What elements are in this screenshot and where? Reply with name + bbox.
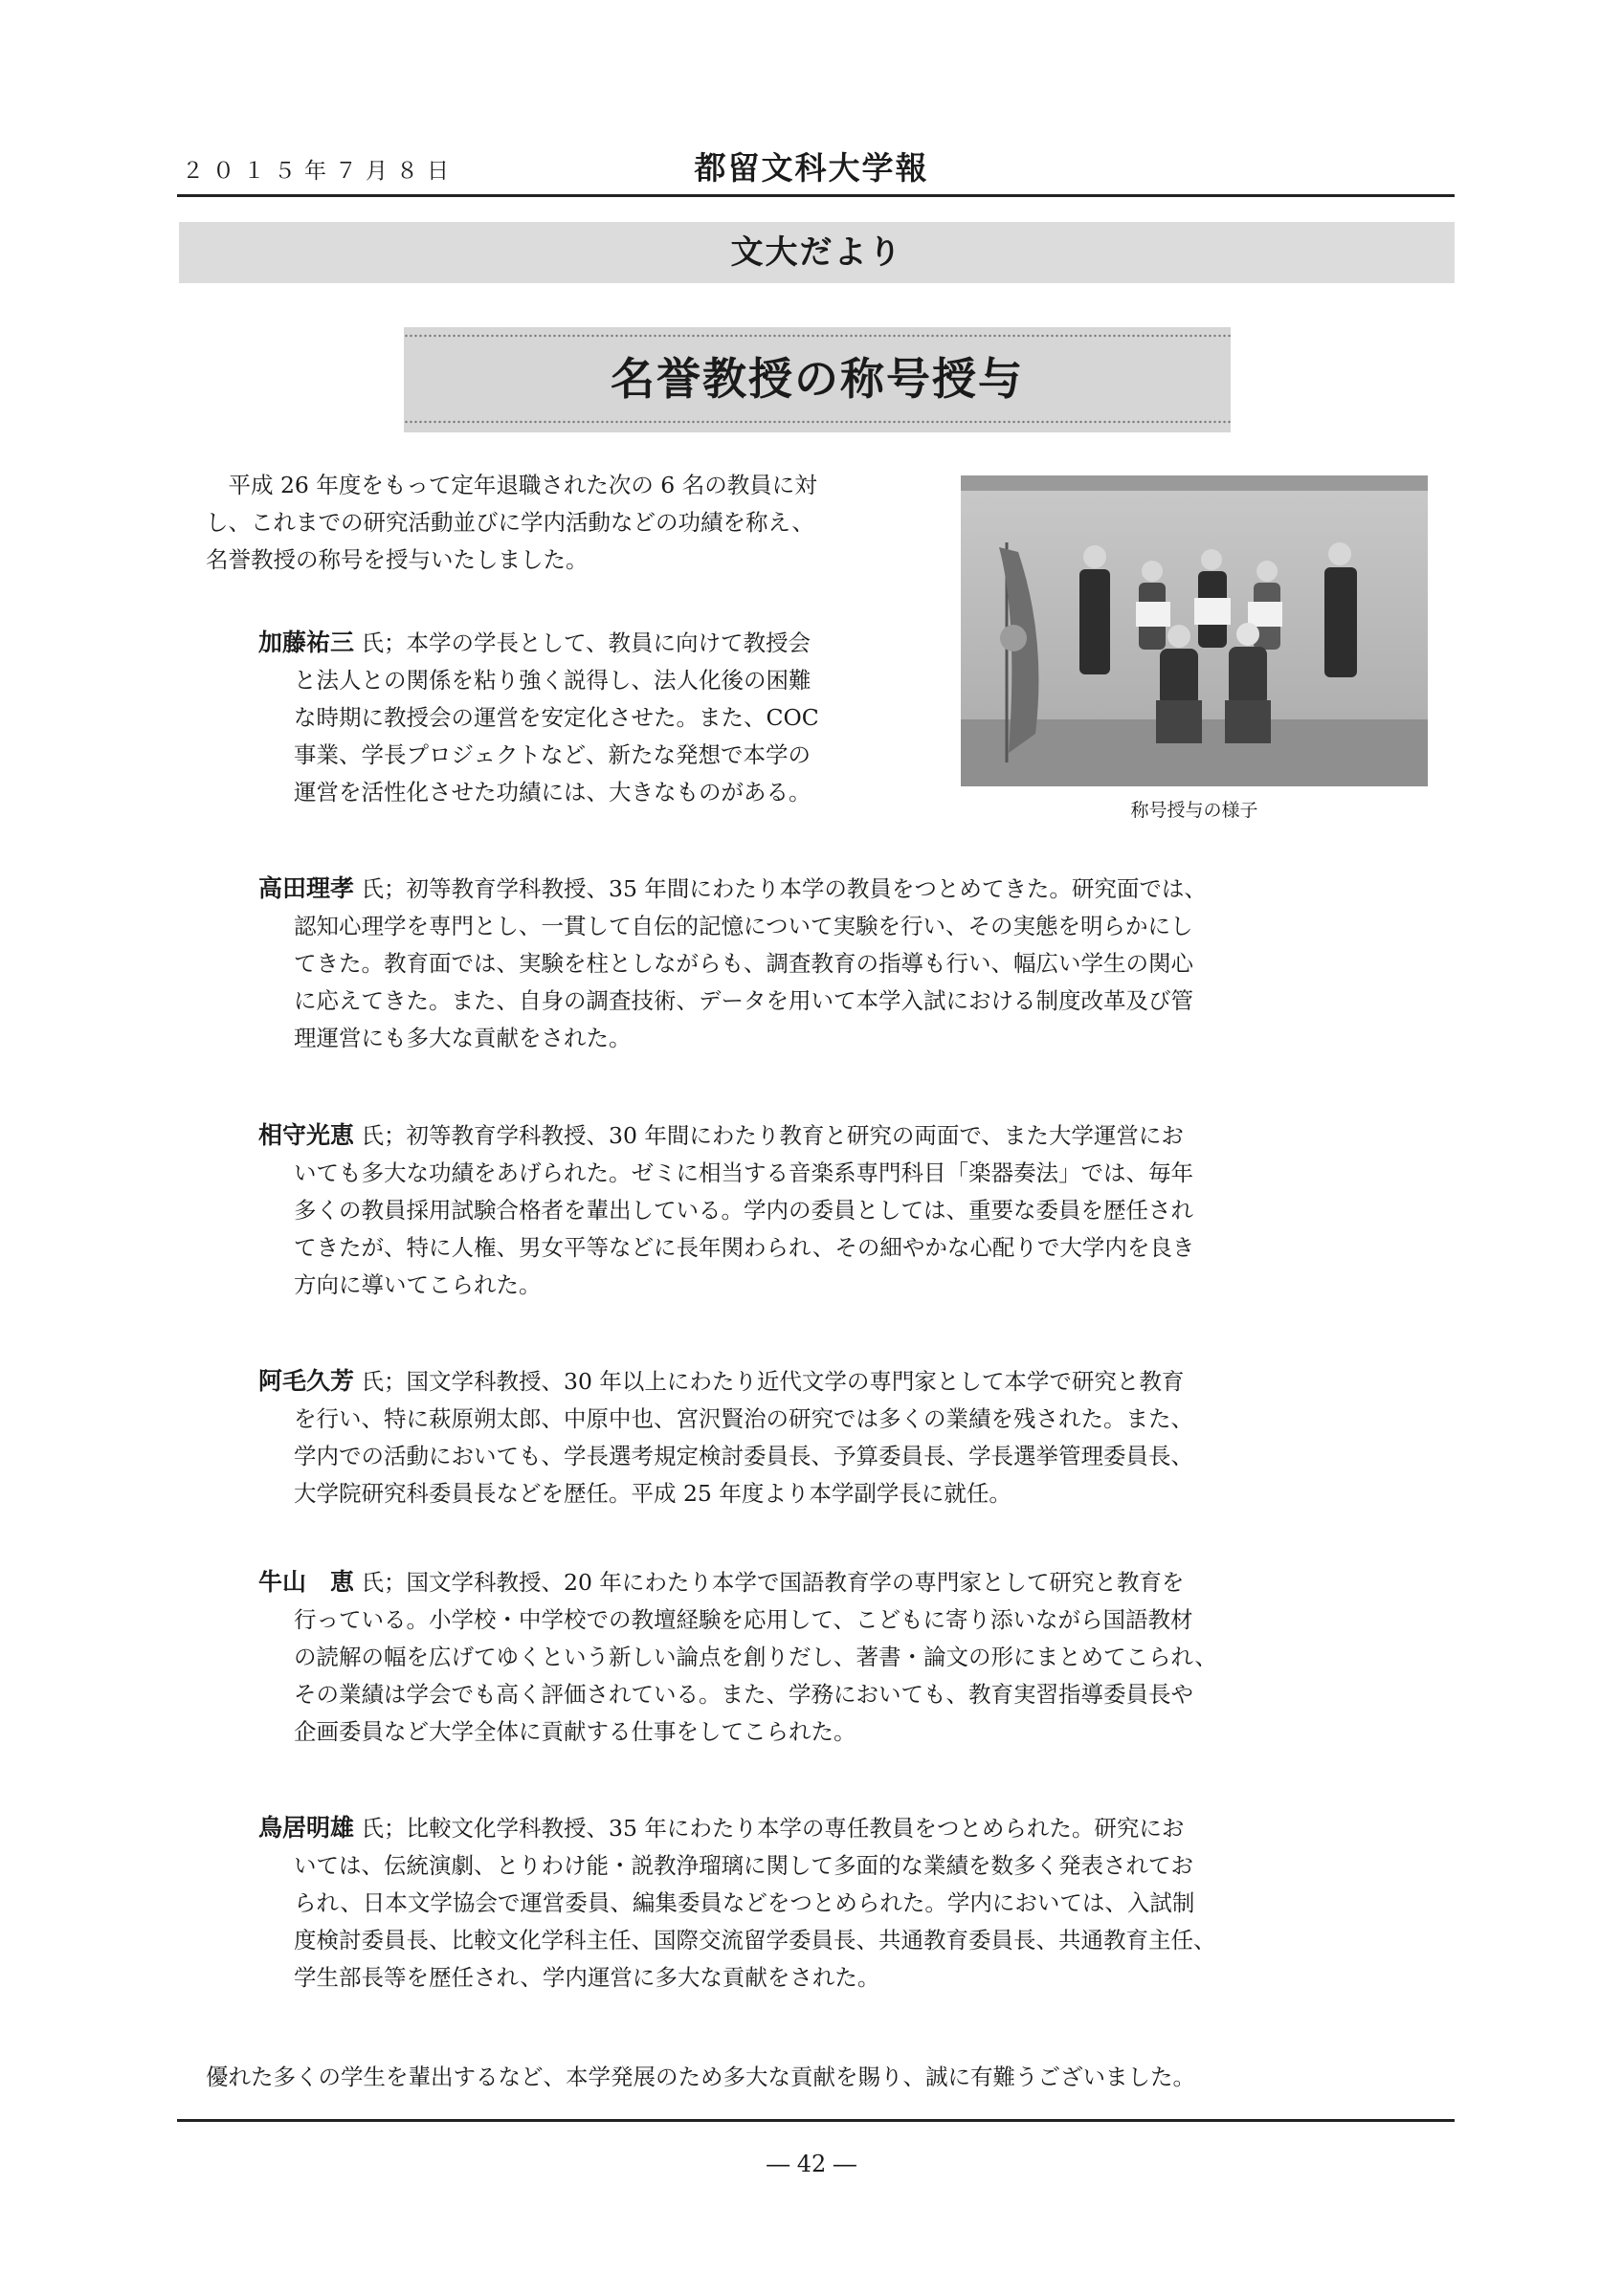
entry-line: られ、日本文学協会で運営委員、編集委員などをつとめられた。学内においては、入試制 bbox=[294, 1889, 1195, 1916]
entry-line: 度検討委員長、比較文化学科主任、国際交流留学委員長、共通教育委員長、共通教育主任、 bbox=[294, 1927, 1216, 1954]
entry-line: 企画委員など大学全体に貢献する仕事をしてこられた。 bbox=[294, 1718, 856, 1745]
entry-line: 学生部長等を歴任され、学内運営に多大な貢献をされた。 bbox=[294, 1964, 880, 1991]
honorific: 氏； bbox=[354, 1569, 407, 1596]
entry-line: その業績は学会でも高く評価されている。また、学務においても、教育実習指導委員長や bbox=[294, 1681, 1193, 1708]
ceremony-photo bbox=[961, 475, 1428, 786]
entry-line: を行い、特に萩原朔太郎、中原中也、宮沢賢治の研究では多くの業績を残された。また、 bbox=[294, 1405, 1193, 1432]
honorific: 氏； bbox=[354, 1122, 407, 1149]
intro-line: し、これまでの研究活動並びに学内活動などの功績を称え、 bbox=[206, 509, 814, 536]
entry-text: 本学の学長として、教員に向けて教授会 bbox=[406, 629, 812, 656]
intro-line: 名誉教授の称号を授与いたしました。 bbox=[206, 546, 589, 573]
entry-line: 大学院研究科委員長などを歴任。平成 25 年度より本学副学長に就任。 bbox=[294, 1480, 1012, 1507]
person-name: 阿毛久芳 bbox=[258, 1367, 355, 1395]
entry-first-line bbox=[258, 1364, 1184, 1399]
honorific: 氏； bbox=[354, 629, 407, 656]
entry-line: 運営を活性化させた功績には、大きなものがある。 bbox=[294, 779, 812, 806]
entry-line: 行っている。小学校・中学校での教壇経験を応用して、こどもに寄り添いながら国語教材 bbox=[294, 1606, 1193, 1633]
entry-line: いては、伝統演劇、とりわけ能・説教浄瑠璃に関して多面的な業績を数多く発表されてお bbox=[294, 1852, 1193, 1879]
entry-line: てきた。教育面では、実験を柱としながらも、調査教育の指導も行い、幅広い学生の関心 bbox=[294, 950, 1193, 977]
entry-text: 初等教育学科教授、35 年間にわたり本学の教員をつとめてきた。研究面では、 bbox=[406, 875, 1207, 902]
entry-text: 国文学科教授、20 年にわたり本学で国語教育学の専門家として研究と教育を bbox=[406, 1569, 1185, 1596]
entry-line: 方向に導いてこられた。 bbox=[294, 1271, 542, 1298]
page-number: ― 42 ― bbox=[767, 2151, 856, 2177]
entry-text: 初等教育学科教授、30 年間にわたり教育と研究の両面で、また大学運営にお bbox=[406, 1122, 1184, 1149]
entry-line: と法人との関係を粘り強く説得し、法人化後の困難 bbox=[294, 667, 812, 694]
ceremony-photo-illustration bbox=[961, 475, 1428, 786]
closing-line: 優れた多くの学生を輩出するなど、本学発展のため多大な貢献を賜り、誠に有難うございました。 bbox=[206, 2064, 1195, 2090]
entry-line: の読解の幅を広げてゆくという新しい論点を創りだし、著書・論文の形にまとめてこられ、 bbox=[294, 1644, 1217, 1670]
header-rule bbox=[177, 194, 1455, 197]
entry-line: いても多大な功績をあげられた。ゼミに相当する音楽系専門科目「楽器奏法」では、毎年 bbox=[294, 1159, 1193, 1186]
entry-text: 比較文化学科教授、35 年にわたり本学の専任教員をつとめられた。研究にお bbox=[406, 1815, 1185, 1842]
section-label: 文大だより bbox=[730, 233, 903, 272]
entry-text: 国文学科教授、30 年以上にわたり近代文学の専門家として本学で研究と教育 bbox=[406, 1368, 1185, 1395]
entry-line: に応えてきた。また、自身の調査技術、データを用いて本学入試における制度改革及び管 bbox=[294, 987, 1193, 1014]
person-name: 牛山 恵 bbox=[258, 1568, 355, 1596]
entry-line: 学内での活動においても、学長選考規定検討委員長、予算委員長、学長選挙管理委員長、 bbox=[294, 1443, 1193, 1469]
honorific: 氏； bbox=[354, 1368, 407, 1395]
intro-line: 平成 26 年度をもって定年退職された次の 6 名の教員に対 bbox=[206, 472, 817, 498]
entry-line: 理運営にも多大な貢献をされた。 bbox=[294, 1025, 632, 1051]
person-name: 加藤祐三 bbox=[258, 629, 355, 656]
person-name: 高田理孝 bbox=[258, 874, 355, 902]
entry-first-line bbox=[258, 1565, 1184, 1600]
entry-first-line bbox=[258, 872, 1207, 906]
footer-rule bbox=[177, 2119, 1455, 2122]
publication-title: 都留文科大学報 bbox=[694, 149, 929, 187]
photo-caption: 称号授与の様子 bbox=[1130, 800, 1258, 821]
person-name: 鳥居明雄 bbox=[258, 1814, 355, 1842]
entry-first-line bbox=[258, 1811, 1184, 1845]
honorific: 氏； bbox=[354, 875, 407, 902]
entry-line: 認知心理学を専門とし、一貫して自伝的記憶について実験を行い、その実態を明らかにし bbox=[294, 913, 1193, 939]
entry-first-line bbox=[258, 1118, 1184, 1153]
honorific: 氏； bbox=[354, 1815, 407, 1842]
entry-line: てきたが、特に人権、男女平等などに長年関わられ、その細やかな心配りで大学内を良き bbox=[294, 1234, 1195, 1261]
entry-line: 事業、学長プロジェクトなど、新たな発想で本学の bbox=[294, 741, 812, 768]
entry-first-line bbox=[258, 626, 811, 660]
issue-date: ２０１５年７月８日 bbox=[182, 159, 457, 184]
article-title: 名誉教授の称号授与 bbox=[611, 353, 1024, 405]
person-name: 相守光恵 bbox=[258, 1121, 355, 1149]
entry-line: な時期に教授会の運営を安定化させた。また、COC bbox=[294, 704, 819, 731]
entry-line: 多くの教員採用試験合格者を輩出している。学内の委員としては、重要な委員を歴任され bbox=[294, 1197, 1193, 1224]
